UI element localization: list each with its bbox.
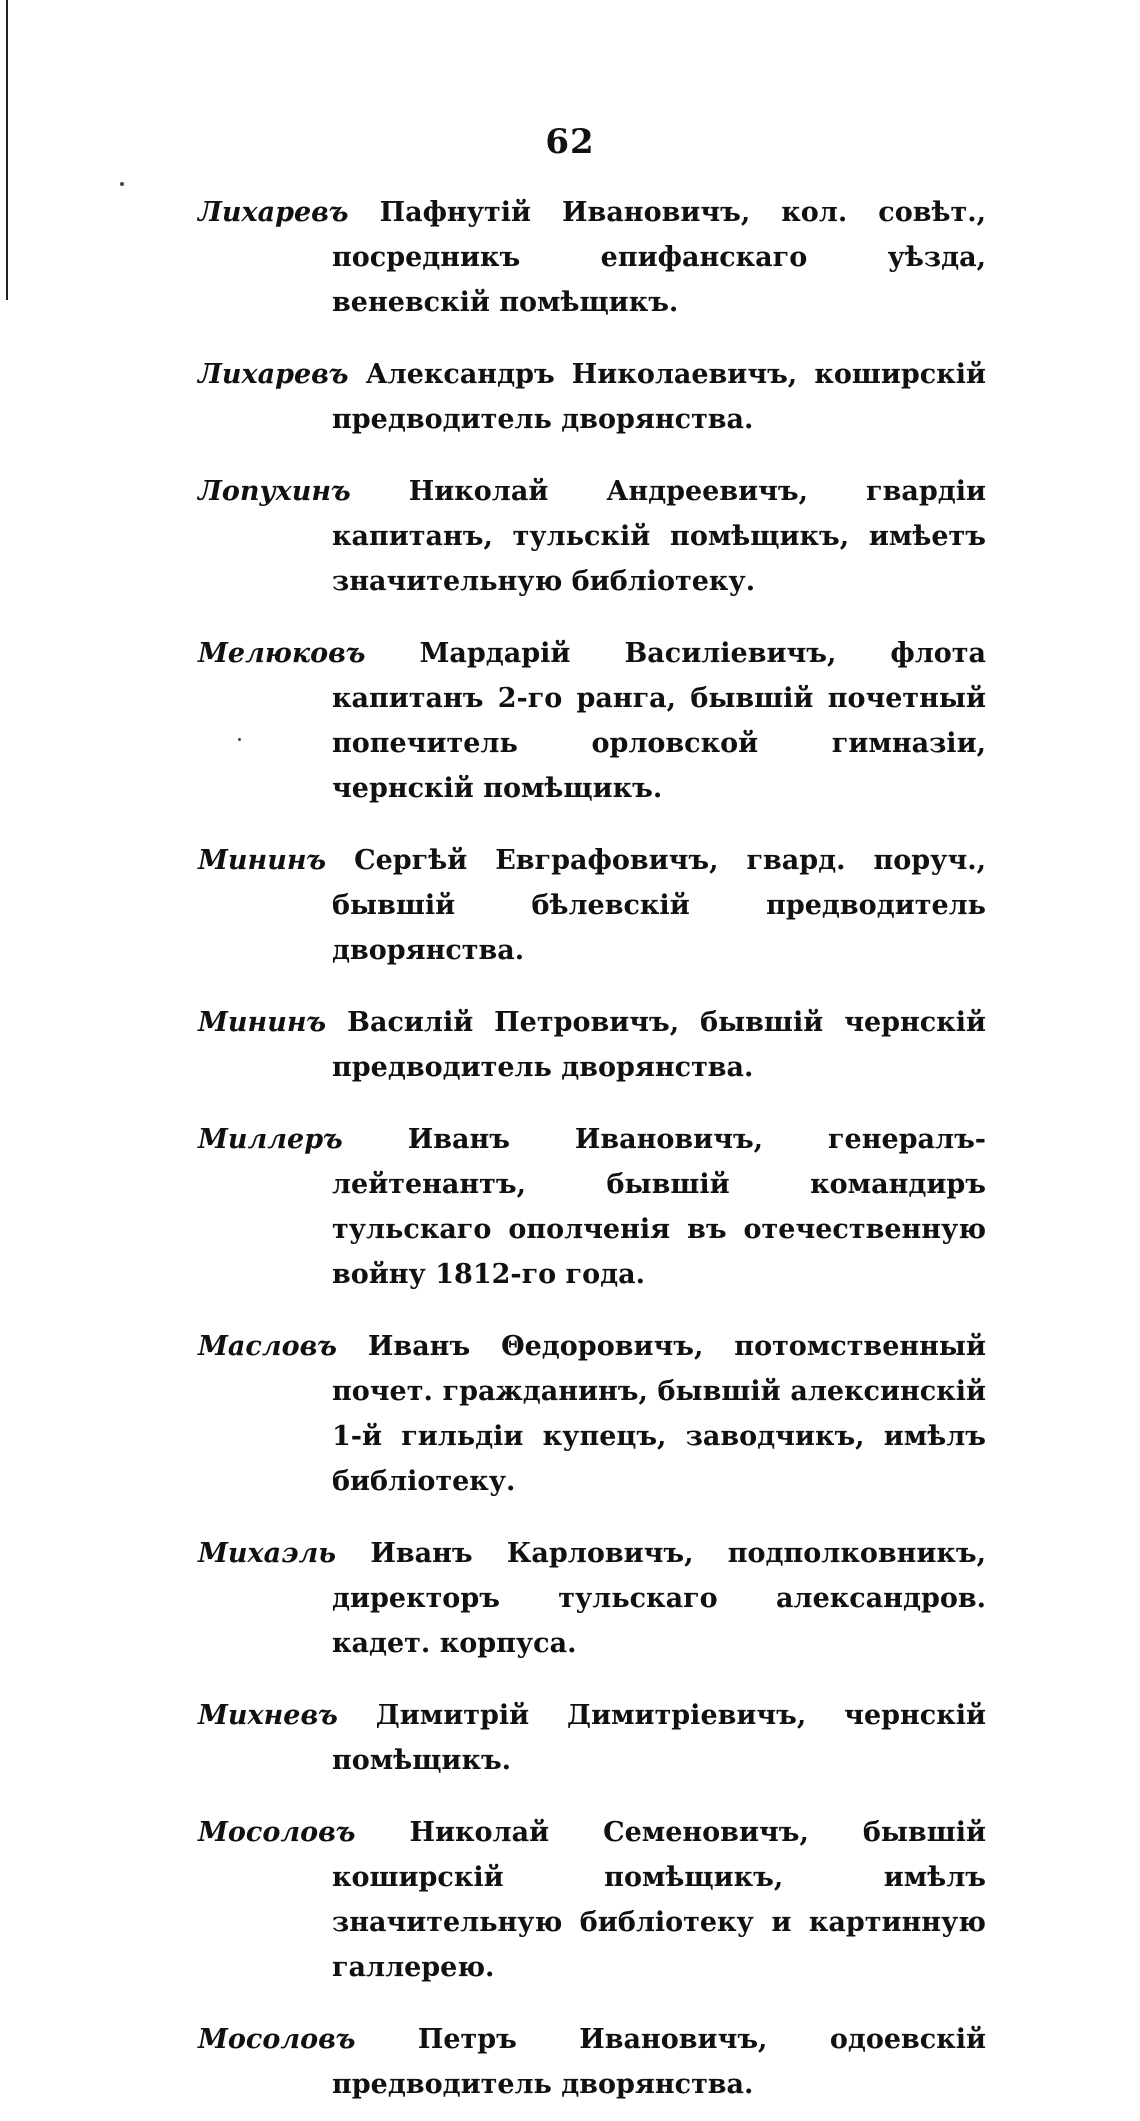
- entry-text: Иванъ Ивановичъ, генералъ-лейтенантъ, бывшій командиръ тульскаго ополченія въ отечественную войну 1812-го года.: [332, 1124, 986, 1290]
- entry-text: Николай Андреевичъ, гвардіи капитанъ, тульскій помѣщикъ, имѣетъ значительную библіотеку.: [332, 476, 986, 597]
- entry-text: Николай Семеновичъ, бывшій коширскій помѣщикъ, имѣлъ значительную библіотеку и картинную галлерею.: [332, 1817, 986, 1983]
- entry: [198, 190, 986, 325]
- entry-surname: Масловъ: [198, 1331, 337, 1362]
- entry-text: Мардарій Василіевичъ, флота капитанъ 2-го ранга, бывшій почетный попечитель орловской гимназіи, чернскій помѣщикъ.: [332, 638, 986, 804]
- entry: [198, 838, 986, 973]
- entry: [198, 1324, 986, 1504]
- entry: [198, 352, 986, 442]
- entry: [198, 1531, 986, 1666]
- entry-surname: Мининъ: [198, 845, 327, 876]
- entry-text: Пафнутій Ивановичъ, кол. совѣт., посредникъ епифанскаго уѣзда, веневскій помѣщикъ.: [332, 197, 987, 318]
- entry-text: Петръ Ивановичъ, одоевскій предводитель дворянства.: [332, 2024, 986, 2100]
- entry-text: Александръ Николаевичъ, коширскій предводитель дворянства.: [332, 359, 986, 435]
- entry: [198, 1693, 986, 1783]
- scan-speck: [120, 182, 124, 186]
- entry-text: Иванъ Карловичъ, подполковникъ, директоръ тульскаго александров. кадет. корпуса.: [332, 1538, 987, 1659]
- entry-surname: Михаэль: [198, 1538, 337, 1569]
- entry: [198, 1117, 986, 1297]
- entry-surname: Миллеръ: [198, 1124, 343, 1155]
- entry: [198, 1000, 986, 1090]
- entry-list: [198, 190, 986, 2121]
- entry: [198, 631, 986, 811]
- entry-surname: Лихаревъ: [198, 359, 349, 390]
- entry-surname: Мининъ: [198, 1007, 327, 1038]
- entry-text: Сергѣй Евграфовичъ, гвард. поруч., бывшій бѣлевскій предводитель дворянства.: [332, 845, 987, 966]
- entry: [198, 1810, 986, 1990]
- entry-surname: Мосоловъ: [198, 2024, 356, 2055]
- entry: [198, 469, 986, 604]
- entry-text: Иванъ Θедоровичъ, потомственный почет. гражданинъ, бывшій алексинскій 1-й гильдіи купецъ, заводчикъ, имѣлъ библіотеку.: [332, 1331, 986, 1497]
- entry-surname: Мелюковъ: [198, 638, 366, 669]
- entry-surname: Лихаревъ: [198, 197, 349, 228]
- entry-surname: Михневъ: [198, 1700, 338, 1731]
- entry-text: Василій Петровичъ, бывшій чернскій предводитель дворянства.: [332, 1007, 986, 1083]
- entry-surname: Лопухинъ: [198, 476, 351, 507]
- entry: [198, 2017, 986, 2107]
- entry-surname: Мосоловъ: [198, 1817, 356, 1848]
- page-number: 62: [545, 122, 595, 162]
- entry-text: Димитрій Димитріевичъ, чернскій помѣщикъ.: [332, 1700, 986, 1776]
